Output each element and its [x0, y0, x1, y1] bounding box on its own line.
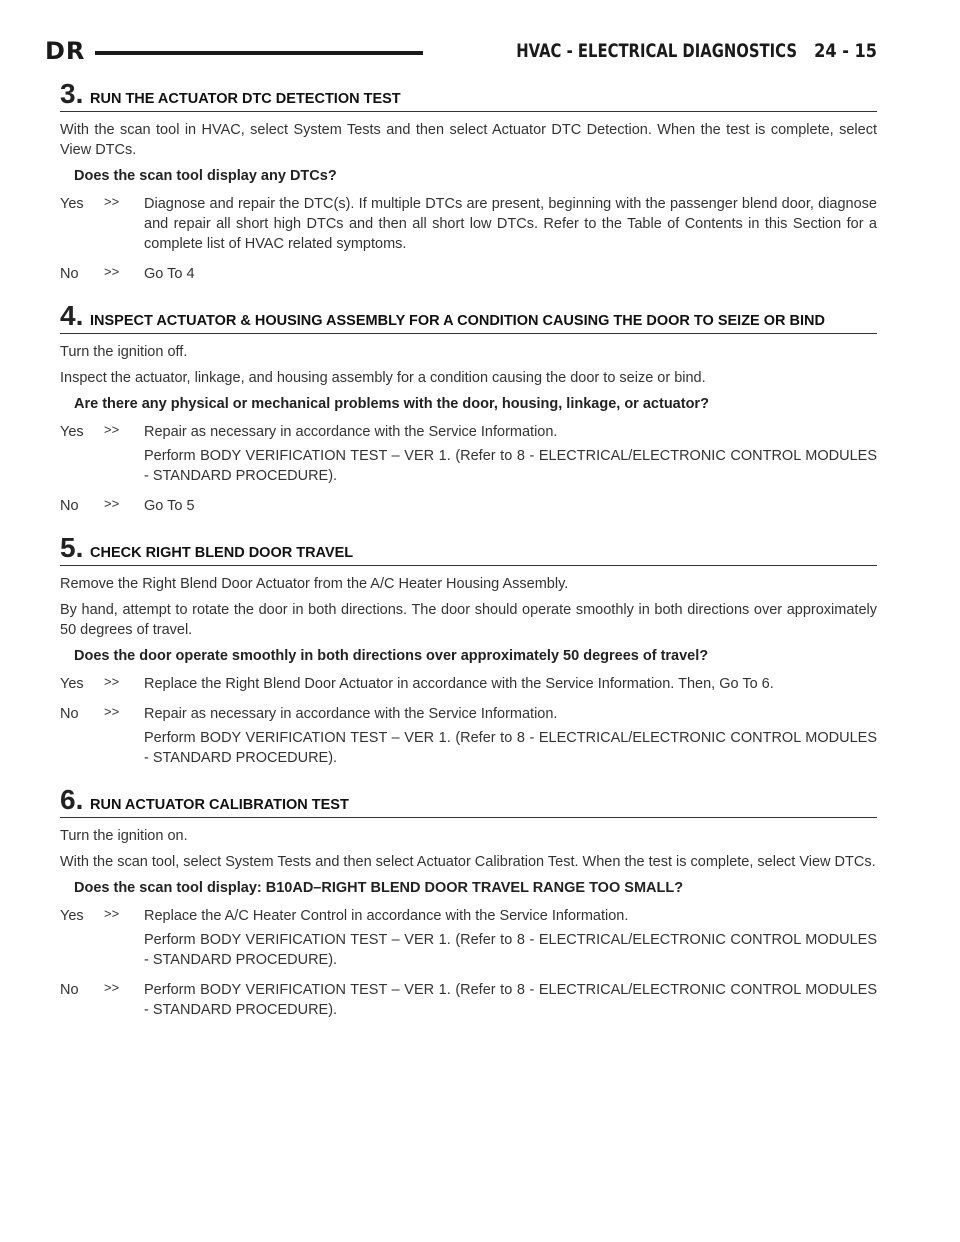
step-instruction: Inspect the actuator, linkage, and housing assembly for a condition causing the door to seize or bind. [60, 370, 706, 386]
page-header [45, 34, 877, 68]
step-heading [60, 534, 877, 566]
answer-label: Yes [60, 424, 84, 440]
answer-no [60, 980, 877, 1024]
answer-no [60, 264, 877, 288]
step-heading [60, 80, 877, 112]
answer-text [144, 980, 877, 1024]
arrow-marker: >> [104, 194, 120, 209]
step-heading [60, 786, 877, 818]
answer-line: Perform BODY VERIFICATION TEST – VER 1. (Refer to 8 - ELECTRICAL/ELECTRONIC CONTROL MODULES - STANDARD PROCEDURE). [144, 448, 877, 484]
step-instruction: With the scan tool, select System Tests and then select Actuator Calibration Test. When the test is complete, select View DTCs. [60, 854, 876, 870]
test-step-3 [60, 80, 877, 288]
step-instruction: Turn the ignition on. [60, 828, 188, 844]
test-step-4 [60, 302, 877, 520]
answer-text [144, 264, 877, 288]
header-title: HVAC - ELECTRICAL DIAGNOSTICS [516, 40, 797, 62]
arrow-marker: >> [104, 264, 120, 279]
step-number: 6. [60, 784, 84, 815]
answer-line: Perform BODY VERIFICATION TEST – VER 1. (Refer to 8 - ELECTRICAL/ELECTRONIC CONTROL MODULES - STANDARD PROCEDURE). [144, 982, 877, 1018]
answer-text [144, 422, 877, 490]
answer-line: Go To 4 [144, 266, 195, 282]
answer-text [144, 496, 877, 520]
step-number: 5. [60, 532, 84, 563]
answer-text [144, 704, 877, 772]
answer-line: Perform BODY VERIFICATION TEST – VER 1. (Refer to 8 - ELECTRICAL/ELECTRONIC CONTROL MODULES - STANDARD PROCEDURE). [144, 730, 877, 766]
answer-line: Replace the A/C Heater Control in accordance with the Service Information. [144, 908, 629, 924]
step-question: Does the scan tool display: B10AD–RIGHT BLEND DOOR TRAVEL RANGE TOO SMALL? [74, 880, 684, 896]
header-model: DR [45, 37, 86, 65]
answer-yes [60, 194, 877, 258]
step-title: INSPECT ACTUATOR & HOUSING ASSEMBLY FOR A CONDITION CAUSING THE DOOR TO SEIZE OR BIND [90, 313, 825, 329]
answer-label: Yes [60, 196, 84, 212]
answer-label: No [60, 706, 79, 722]
answer-no [60, 704, 877, 772]
answer-yes [60, 674, 877, 698]
arrow-marker: >> [104, 906, 120, 921]
answer-line: Repair as necessary in accordance with the Service Information. [144, 706, 558, 722]
answer-label: No [60, 982, 79, 998]
arrow-marker: >> [104, 674, 120, 689]
step-title: CHECK RIGHT BLEND DOOR TRAVEL [90, 545, 354, 561]
answer-label: Yes [60, 676, 84, 692]
step-title: RUN THE ACTUATOR DTC DETECTION TEST [90, 91, 401, 107]
arrow-marker: >> [104, 980, 120, 995]
answer-no [60, 496, 877, 520]
answer-yes [60, 422, 877, 490]
step-question: Does the scan tool display any DTCs? [74, 168, 337, 184]
step-question: Does the door operate smoothly in both directions over approximately 50 degrees of travel? [74, 648, 709, 664]
document-body [60, 80, 877, 1038]
step-instruction: With the scan tool in HVAC, select System Tests and then select Actuator DTC Detection. When the test is complete, select View DTCs. [60, 122, 877, 158]
step-instruction: By hand, attempt to rotate the door in both directions. The door should operate smoothly in both directions over approximately 50 degrees of travel. [60, 602, 877, 638]
step-number: 4. [60, 300, 84, 331]
step-instruction: Remove the Right Blend Door Actuator from the A/C Heater Housing Assembly. [60, 576, 569, 592]
answer-yes [60, 906, 877, 974]
header-rule [95, 51, 423, 55]
answer-label: No [60, 266, 79, 282]
answer-label: Yes [60, 908, 84, 924]
step-question: Are there any physical or mechanical problems with the door, housing, linkage, or actuator? [74, 396, 709, 412]
test-step-6 [60, 786, 877, 1024]
arrow-marker: >> [104, 704, 120, 719]
answer-text [144, 906, 877, 974]
answer-text [144, 194, 877, 258]
step-heading [60, 302, 877, 334]
answer-line: Replace the Right Blend Door Actuator in accordance with the Service Information. Then, Go To 6. [144, 676, 774, 692]
answer-line: Perform BODY VERIFICATION TEST – VER 1. (Refer to 8 - ELECTRICAL/ELECTRONIC CONTROL MODULES - STANDARD PROCEDURE). [144, 932, 877, 968]
page-number: 24 - 15 [814, 40, 877, 62]
answer-line: Repair as necessary in accordance with the Service Information. [144, 424, 558, 440]
arrow-marker: >> [104, 422, 120, 437]
answer-text [144, 674, 877, 698]
answer-label: No [60, 498, 79, 514]
arrow-marker: >> [104, 496, 120, 511]
test-step-5 [60, 534, 877, 772]
step-title: RUN ACTUATOR CALIBRATION TEST [90, 797, 349, 813]
step-number: 3. [60, 78, 84, 109]
answer-line: Go To 5 [144, 498, 195, 514]
answer-line: Diagnose and repair the DTC(s). If multiple DTCs are present, beginning with the passenger blend door, diagnose and repair all short high DTCs and then all short low DTCs. Refer to the Table of Contents in this Section for a complete list of HVAC related symptoms. [144, 196, 877, 252]
step-instruction: Turn the ignition off. [60, 344, 188, 360]
